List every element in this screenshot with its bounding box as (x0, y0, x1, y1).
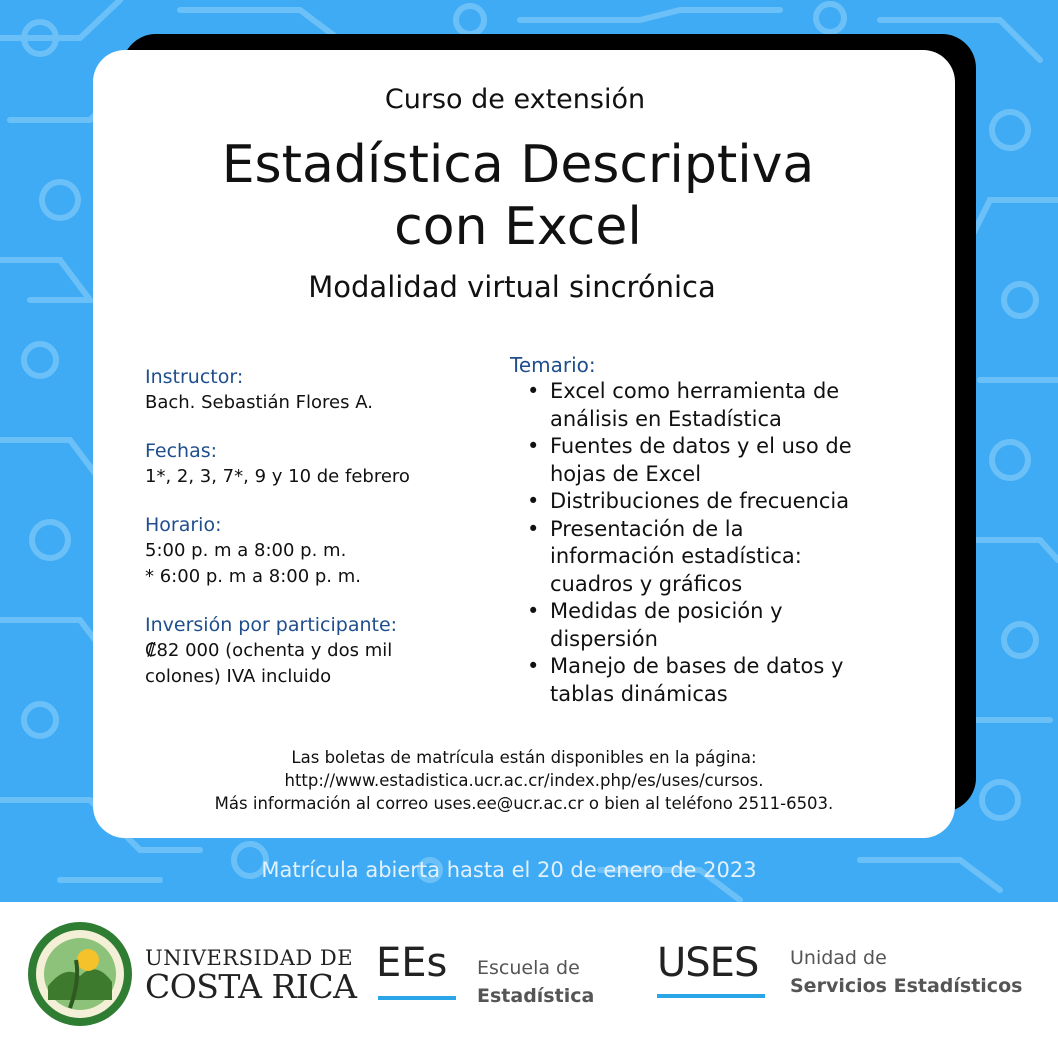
uses-underline (657, 994, 765, 998)
list-item-line: dispersión (550, 626, 658, 651)
ees-line2 (477, 982, 594, 1010)
price-group (145, 612, 485, 690)
registration-url[interactable]: http://www.estadistica.ucr.ac.cr/index.php/es/uses/cursos. (284, 771, 764, 790)
list-item (510, 598, 930, 653)
list-item (510, 516, 930, 599)
list-item-line: hojas de Excel (550, 461, 702, 486)
bullet-icon: • (527, 379, 540, 403)
syllabus (510, 352, 930, 708)
list-item-line: análisis en Estadística (550, 406, 782, 431)
list-item (510, 378, 930, 433)
list-item-line: Presentación de la (550, 516, 744, 541)
ucr-line2: COSTA RICA (145, 967, 357, 1006)
course-title-line2: con Excel (394, 197, 642, 257)
contact-line3: Más información al correo uses.ee@ucr.ac.cr o bien al teléfono 2511-6503. (214, 794, 834, 813)
course-title (0, 134, 1036, 258)
ucr-logo (145, 946, 356, 1004)
instructor-value: Bach. Sebastián Flores A. (145, 392, 373, 413)
uses-line1: Unidad de (790, 947, 887, 969)
dates-label: Fechas: (145, 440, 218, 462)
schedule-label: Horario: (145, 514, 222, 536)
list-item-line: Manejo de bases de datos y (550, 654, 844, 678)
contact-info (93, 746, 955, 815)
syllabus-list (510, 378, 930, 708)
ucr-seal-icon (26, 920, 134, 1028)
uses-logo-name (790, 944, 1022, 1000)
instructor-label: Instructor: (145, 366, 244, 388)
uses-logo-mark: USES (657, 940, 759, 986)
list-item-line: Excel como herramienta de (550, 379, 840, 403)
syllabus-label: Temario: (510, 353, 596, 377)
registration-deadline: Matrícula abierta hasta el 20 de enero de 2023 (261, 858, 757, 882)
list-item-line: Medidas de posición y (550, 599, 783, 623)
list-item (510, 433, 930, 488)
price-line1: ₡82 000 (ochenta y dos mil (145, 640, 393, 661)
ees-line2-text: Estadística (477, 985, 595, 1007)
list-item-line: información estadística: (550, 544, 802, 568)
bullet-icon: • (527, 654, 540, 678)
course-details (145, 364, 485, 712)
dates-value: 1*, 2, 3, 7*, 9 y 10 de febrero (145, 466, 410, 487)
schedule-line1: 5:00 p. m a 8:00 p. m. (145, 540, 347, 561)
course-modality: Modalidad virtual sincrónica (308, 270, 716, 304)
schedule-line2: * 6:00 p. m a 8:00 p. m. (145, 566, 362, 587)
bullet-icon: • (527, 489, 540, 513)
dates-group (145, 438, 485, 490)
price-label: Inversión por participante: (145, 614, 398, 636)
list-item (510, 488, 930, 516)
ees-logo-name (477, 954, 594, 1010)
ees-logo-mark: EEs (376, 940, 448, 986)
bullet-icon: • (527, 599, 540, 623)
ucr-line1: UNIVERSIDAD DE (145, 946, 354, 970)
ees-line1: Escuela de (477, 957, 580, 979)
uses-line2 (790, 972, 1022, 1000)
course-title-line1: Estadística Descriptiva (221, 135, 815, 195)
list-item-line: Fuentes de datos y el uso de (550, 434, 852, 458)
uses-line2-text: Servicios Estadísticos (790, 975, 1023, 997)
list-item-line: tablas dinámicas (550, 681, 728, 706)
logo-bar (0, 902, 1058, 1058)
list-item (510, 653, 930, 708)
ees-underline (378, 996, 456, 1000)
contact-line1: Las boletas de matrícula están disponibles en la página: (291, 748, 757, 767)
bullet-icon: • (527, 516, 540, 541)
schedule-group (145, 512, 485, 590)
bullet-icon: • (527, 434, 540, 458)
list-item-line: cuadros y gráficos (550, 571, 743, 596)
list-item-line: Distribuciones de frecuencia (550, 489, 850, 513)
course-type: Curso de extensión (384, 84, 646, 115)
instructor-group (145, 364, 485, 416)
price-line2: colones) IVA incluido (145, 666, 332, 687)
